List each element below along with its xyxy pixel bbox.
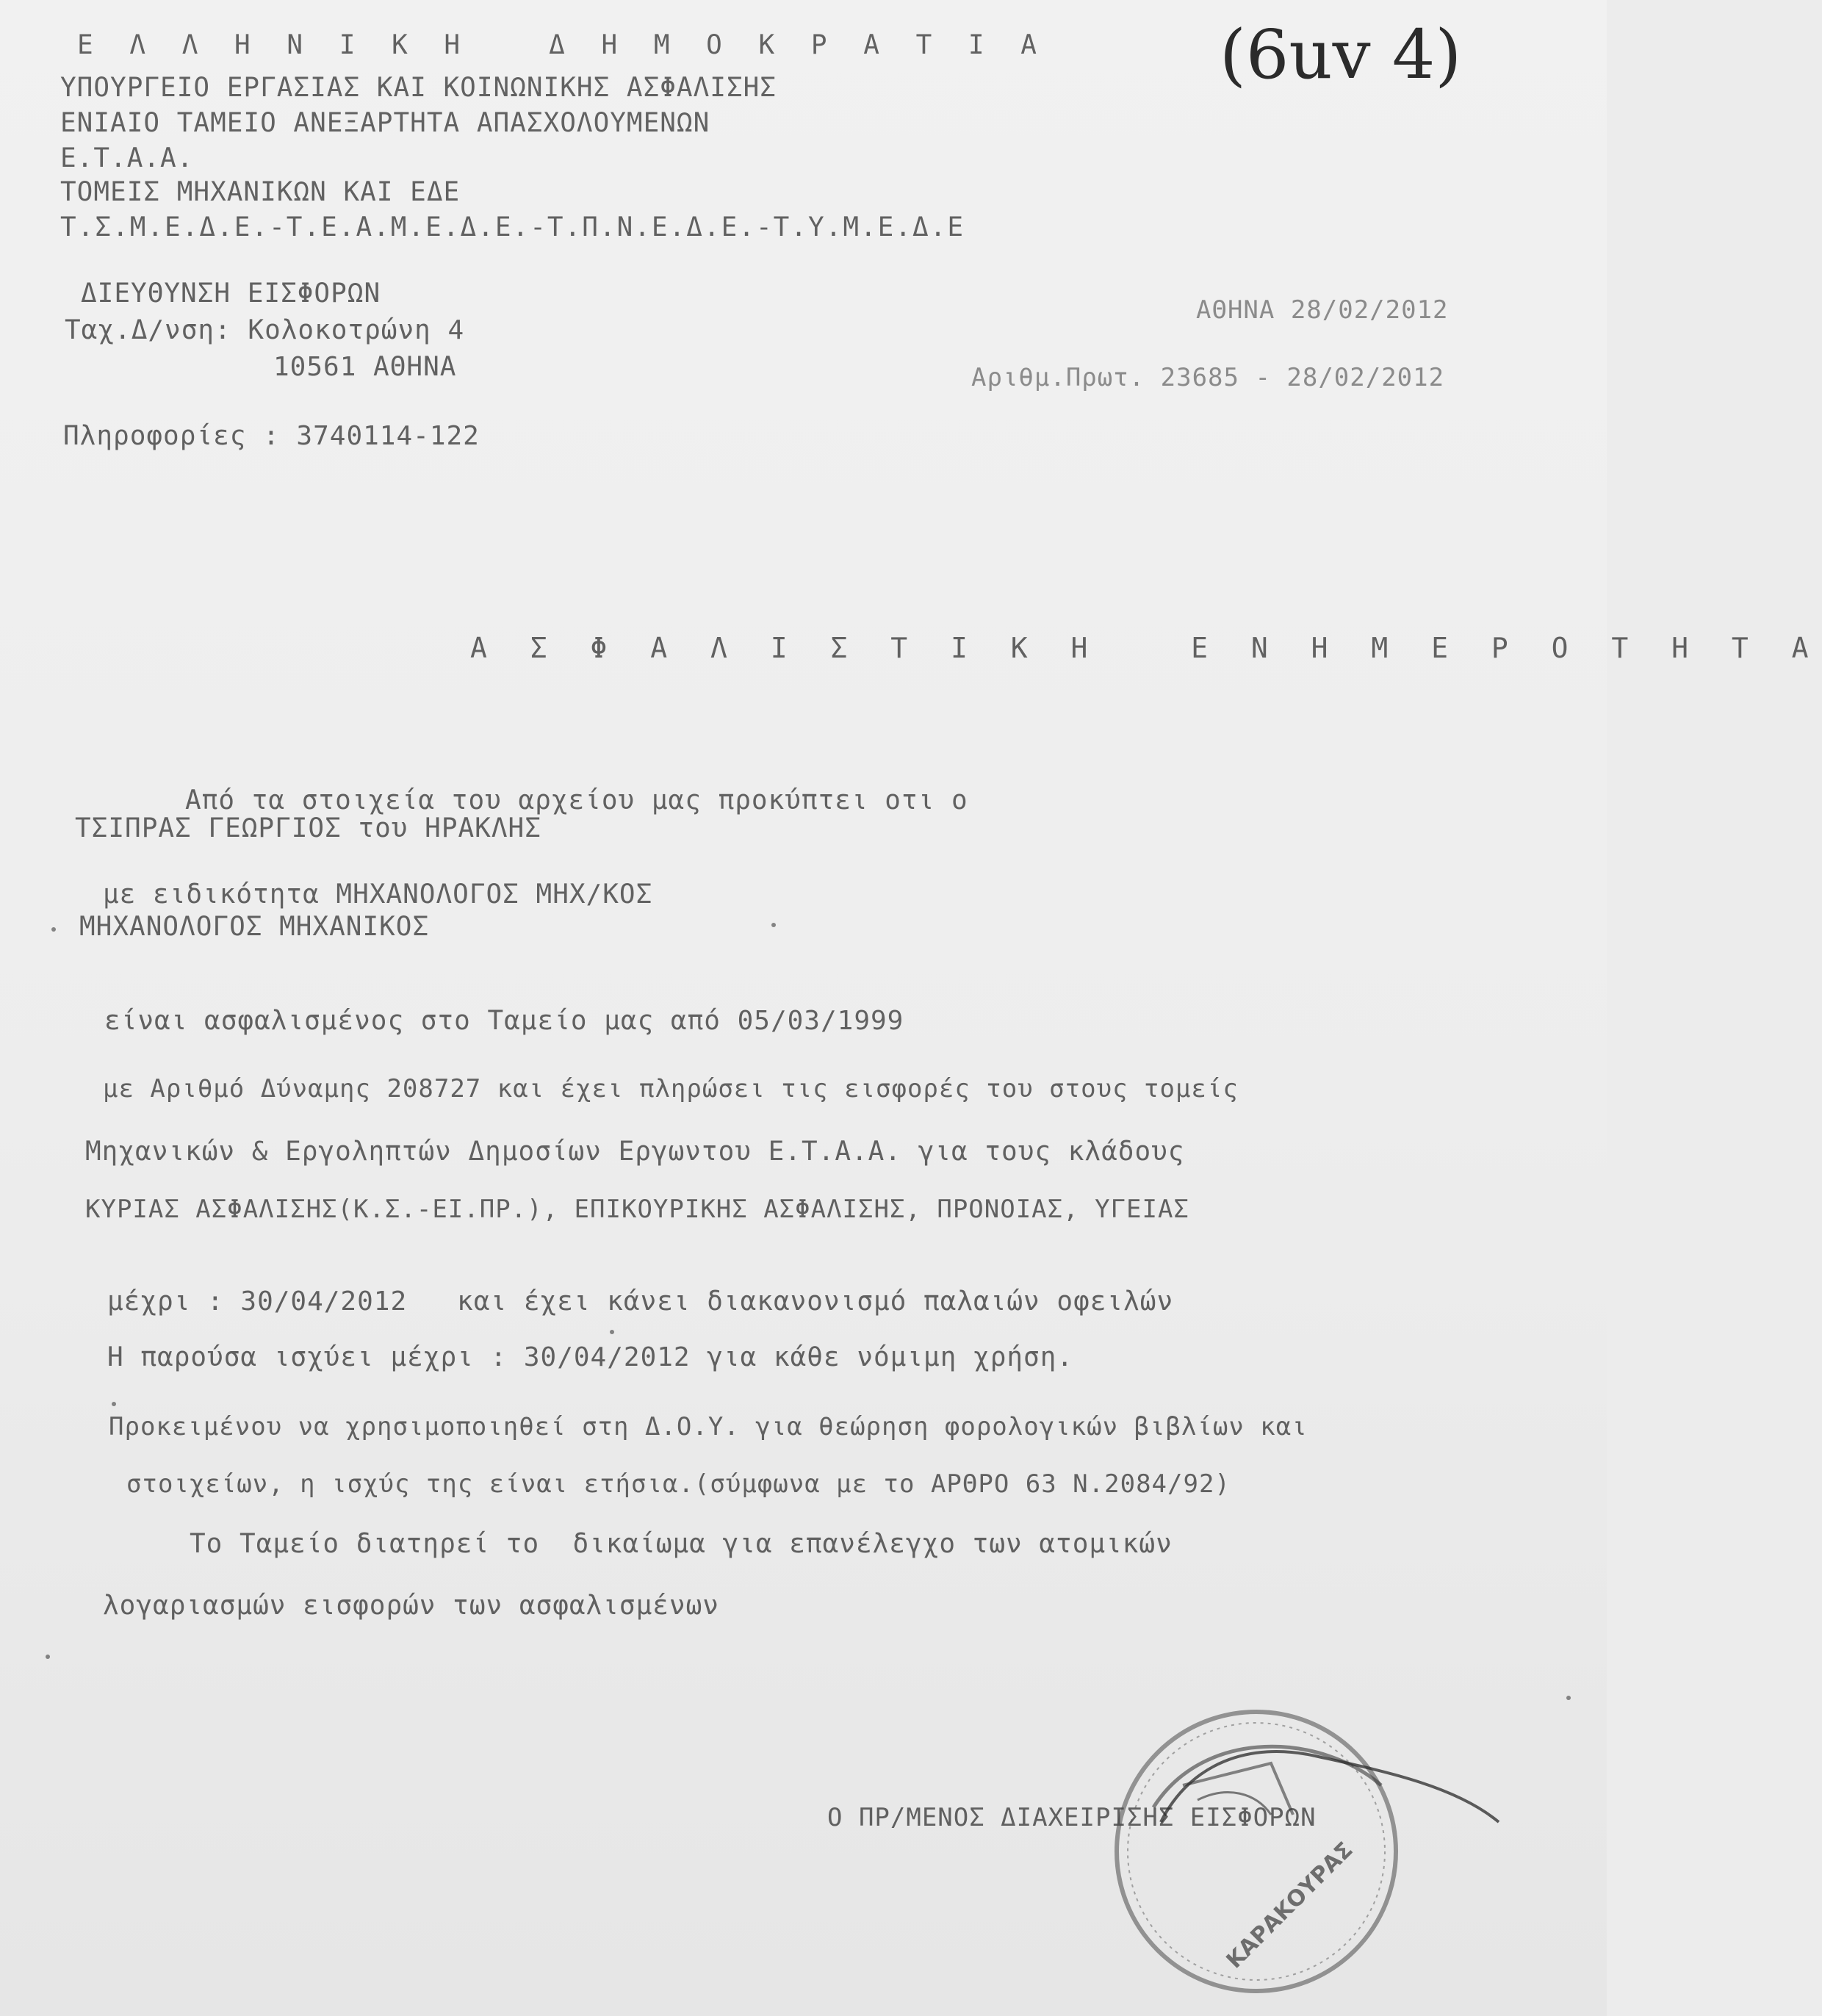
photocopy-speck <box>771 923 776 927</box>
stamp-name: ΚΑΡΑΚΟΥΡΑΣ <box>1221 1837 1358 1974</box>
protocol-line: Αριθμ.Πρωτ. 23685 - 28/02/2012 <box>971 363 1445 392</box>
fund-line: ΕΝΙΑΙΟ ΤΑΜΕΙΟ ΑΝΕΞΑΡΤΗΤΑ ΑΠΑΣΧΟΛΟΥΜΕΝΩΝ <box>60 108 710 138</box>
state-heading: Ε Λ Λ Η Ν Ι Κ Η Δ Η Μ Ο Κ Ρ Α Τ Ι Α <box>77 30 1047 60</box>
signature-role: Ο ΠΡ/ΜΕΝΟΣ ΔΙΑΧΕΙΡΙΣΗΣ ΕΙΣΦΟΡΩΝ <box>827 1803 1317 1832</box>
specialty-line-1: με ειδικότητα ΜΗΧΑΝΟΛΟΓΟΣ ΜΗΧ/ΚΟΣ <box>103 879 653 910</box>
tax-use-line-1: Προκειμένου να χρησιμοποιηθεί στη Δ.Ο.Υ. για θεώρηση φορολογικών βιβλίων και <box>109 1412 1308 1441</box>
ministry-line: ΥΠΟΥΡΓΕΙΟ ΕΡΓΑΣΙΑΣ ΚΑΙ ΚΟΙΝΩΝΙΚΗΣ ΑΣΦΑΛΙΣΗΣ <box>60 73 777 103</box>
valid-until-line: Η παρούσα ισχύει μέχρι : 30/04/2012 για κάθε νόμιμη χρήση. <box>107 1342 1074 1372</box>
signature-scribble <box>1146 1734 1513 1844</box>
city-line: 10561 ΑΘΗΝΑ <box>273 352 457 382</box>
specialty-line-2: ΜΗΧΑΝΟΛΟΓΟΣ ΜΗΧΑΝΙΚΟΣ <box>79 912 430 942</box>
reserve-line-2: λογαριασμών εισφορών των ασφαλισμένων <box>103 1591 719 1621</box>
intro-line: Από τα στοιχεία του αρχείου μας προκύπτει οτι ο <box>185 785 968 816</box>
sector-codes-line: Τ.Σ.Μ.Ε.Δ.Ε.-Τ.Ε.Α.Μ.Ε.Δ.Ε.-Τ.Π.Ν.Ε.Δ.Ε.-Τ.Υ.Μ.Ε.Δ.Ε <box>60 212 965 242</box>
document-title: Α Σ Φ Α Λ Ι Σ Τ Ι Κ Η Ε Ν Η Μ Ε Ρ Ο Τ Η Τ Α <box>470 632 1822 664</box>
date-line: ΑΘΗΝΑ 28/02/2012 <box>1196 295 1449 325</box>
tax-use-line-2: στοιχείων, η ισχύς της είναι ετήσια.(σύμφωνα με το ΑΡΘΡΟ 63 Ν.2084/92) <box>126 1469 1231 1499</box>
sectors-line: ΤΟΜΕΙΣ ΜΗΧΑΝΙΚΩΝ ΚΑΙ ΕΔΕ <box>60 177 461 207</box>
photocopy-speck <box>112 1402 116 1406</box>
paid-until-line: μέχρι : 30/04/2012 και έχει κάνει διακανονισμό παλαιών οφειλών <box>107 1286 1174 1317</box>
photocopy-speck <box>1566 1696 1571 1700</box>
photocopy-speck <box>610 1330 614 1334</box>
branches-line: ΚΥΡΙΑΣ ΑΣΦΑΛΙΣΗΣ(Κ.Σ.-ΕΙ.ΠΡ.), ΕΠΙΚΟΥΡΙΚΗΣ ΑΣΦΑΛΙΣΗΣ, ΠΡΟΝΟΙΑΣ, ΥΓΕΙΑΣ <box>85 1195 1189 1224</box>
insured-since-line: είναι ασφαλισμένος στο Ταμείο μας από 05/03/1999 <box>104 1006 904 1036</box>
fund-abbreviation: Ε.Τ.Α.Α. <box>60 143 194 173</box>
registry-line: με Αριθμό Δύναμης 208727 και έχει πληρώσει τις εισφορές του στους τομείς <box>103 1074 1239 1104</box>
handwritten-note-text: (6uv 4) <box>1220 15 1462 94</box>
handwritten-note <box>1220 15 1461 96</box>
street-line: Ταχ.Δ/νση: Κολοκοτρώνη 4 <box>65 315 465 345</box>
sectors-body-line: Μηχανικών & Εργοληπτών Δημοσίων Εργωντου Ε.Τ.Α.Α. για τους κλάδους <box>85 1137 1185 1167</box>
reserve-line-1: Το Ταμείο διατηρεί το δικαίωμα για επανέλεγχο των ατομικών <box>190 1529 1173 1559</box>
info-line: Πληροφορίες : 3740114-122 <box>63 421 480 451</box>
photocopy-speck <box>51 927 56 932</box>
insured-name: ΤΣΙΠΡΑΣ ΓΕΩΡΓΙΟΣ του ΗΡΑΚΛΗΣ <box>75 813 541 843</box>
photocopy-speck <box>46 1655 50 1659</box>
department-line: ΔΙΕΥΘΥΝΣΗ ΕΙΣΦΟΡΩΝ <box>81 278 381 309</box>
